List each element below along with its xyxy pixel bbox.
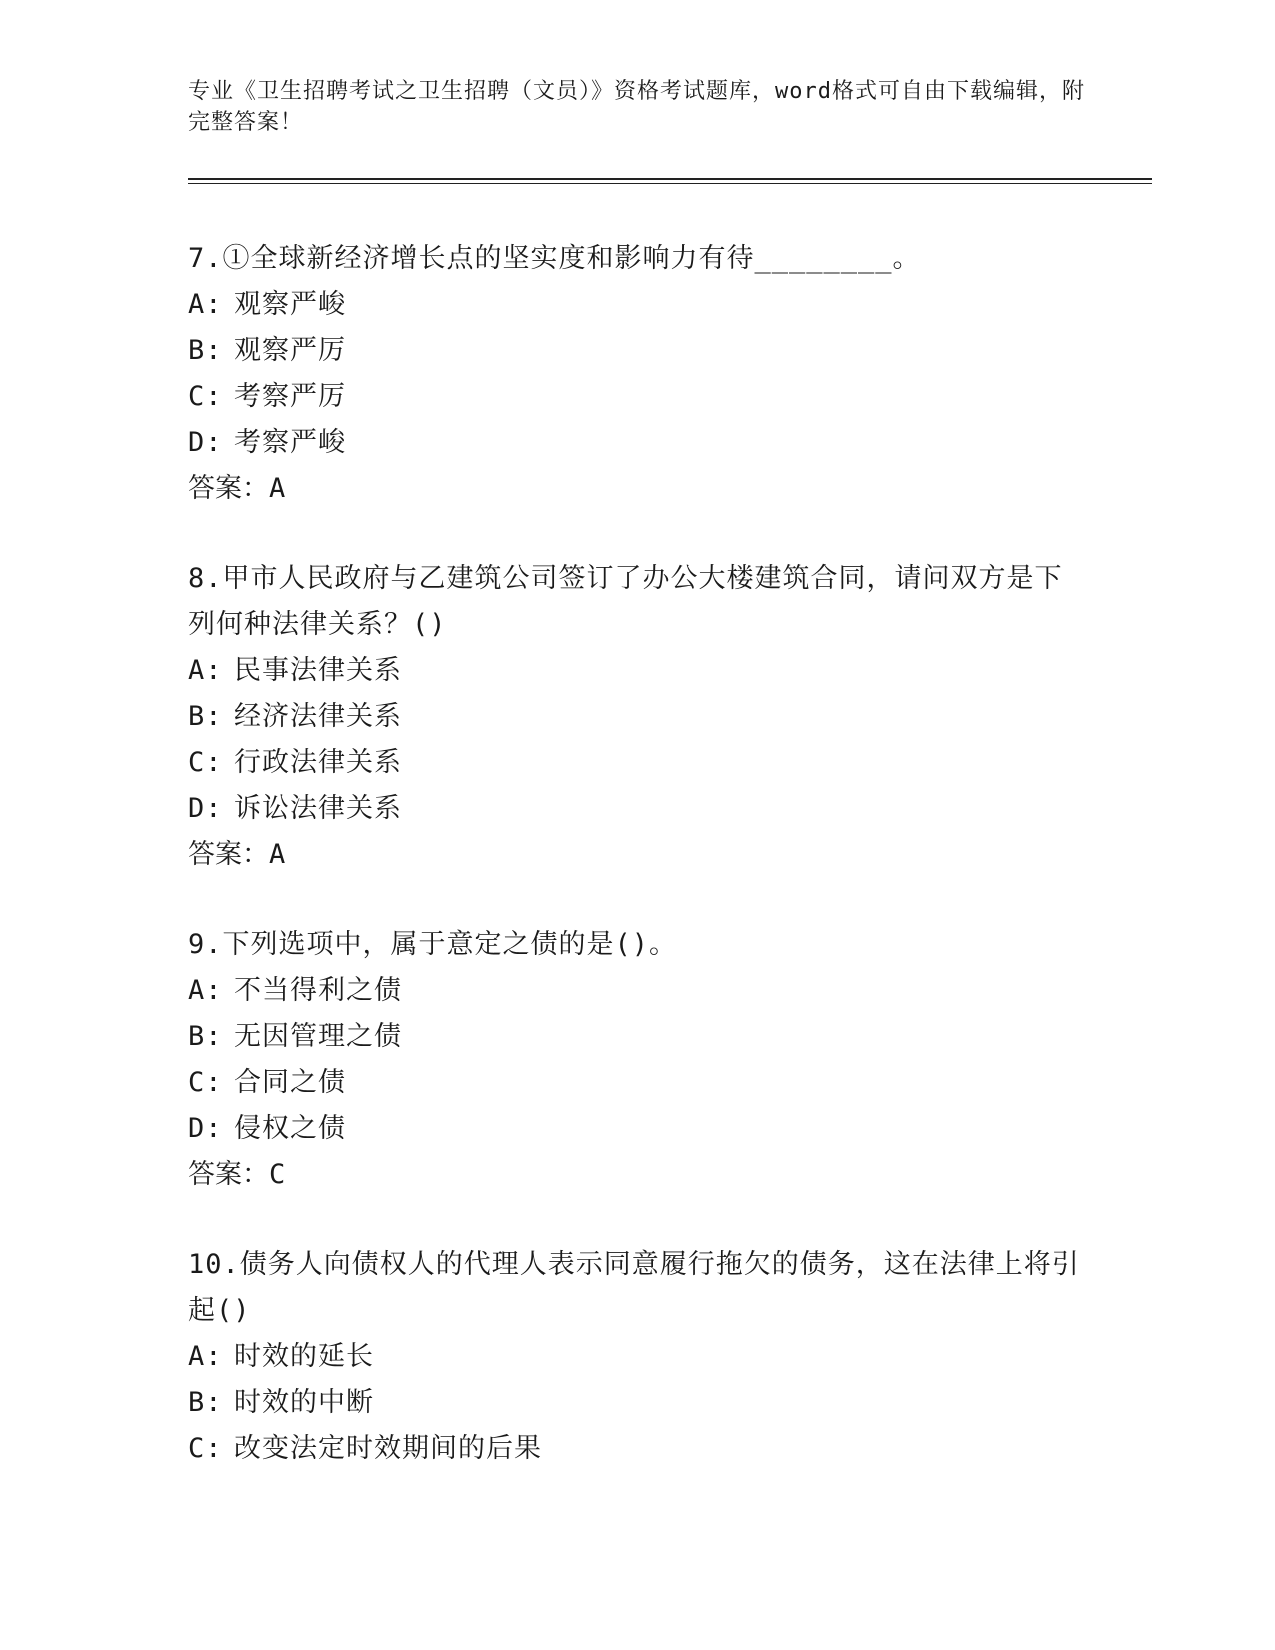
option-c [188,740,1088,786]
option-b [188,328,1088,374]
option-letter: A: [188,975,223,1006]
question-stem: 7.①全球新经济增长点的坚实度和影响力有待________。 [188,243,921,274]
question-stem: 10.债务人向债权人的代理人表示同意履行拖欠的债务，这在法律上将引起() [188,1249,1080,1326]
header-rule-thin [188,183,1152,184]
option-c [188,1060,1088,1106]
question-stem: 9.下列选项中，属于意定之债的是()。 [188,929,678,960]
option-letter: C: [188,747,223,778]
document-header: 专业《卫生招聘考试之卫生招聘（文员）》资格考试题库，word格式可自由下载编辑，附完整答案！ [188,79,1085,135]
answer-line [188,1152,1088,1198]
option-text: 考察严厉 [234,381,346,412]
question-10 [188,1242,1088,1472]
question-stem: 8.甲市人民政府与乙建筑公司签订了办公大楼建筑合同，请问双方是下列何种法律关系？() [188,563,1063,640]
option-text: 时效的延长 [234,1341,374,1372]
option-letter: B: [188,1021,223,1052]
option-letter: B: [188,335,223,366]
answer-line [188,466,1088,512]
option-text: 合同之债 [234,1067,346,1098]
option-d [188,786,1088,832]
option-text: 行政法律关系 [234,747,402,778]
option-text: 侵权之债 [234,1113,346,1144]
option-text: 经济法律关系 [234,701,402,732]
option-letter: D: [188,427,223,458]
answer-value: A [269,473,286,504]
option-b [188,1380,1088,1426]
option-c [188,374,1088,420]
answer-value: C [269,1159,286,1190]
question-9 [188,922,1088,1198]
option-b [188,1014,1088,1060]
option-b [188,694,1088,740]
option-letter: A: [188,655,223,686]
option-d [188,420,1088,466]
option-letter: A: [188,289,223,320]
option-a [188,1334,1088,1380]
option-letter: A: [188,1341,223,1372]
answer-line [188,832,1088,878]
option-letter: C: [188,1433,223,1464]
option-letter: D: [188,793,223,824]
question-list [188,236,1088,1516]
option-text: 时效的中断 [234,1387,374,1418]
option-letter: B: [188,1387,223,1418]
option-text: 民事法律关系 [234,655,402,686]
option-text: 改变法定时效期间的后果 [234,1433,542,1464]
header-rule-thick [188,178,1152,180]
option-a [188,648,1088,694]
option-letter: B: [188,701,223,732]
option-a [188,282,1088,328]
answer-label: 答案： [188,1159,269,1190]
answer-label: 答案： [188,839,269,870]
option-text: 观察严厉 [234,335,346,366]
answer-value: A [269,839,286,870]
option-text: 考察严峻 [234,427,346,458]
option-letter: D: [188,1113,223,1144]
option-letter: C: [188,381,223,412]
option-text: 不当得利之债 [234,975,402,1006]
option-c [188,1426,1088,1472]
option-letter: C: [188,1067,223,1098]
option-text: 诉讼法律关系 [234,793,402,824]
answer-label: 答案： [188,473,269,504]
option-text: 无因管理之债 [234,1021,402,1052]
option-text: 观察严峻 [234,289,346,320]
option-a [188,968,1088,1014]
question-8 [188,556,1088,878]
option-d [188,1106,1088,1152]
question-7 [188,236,1088,512]
